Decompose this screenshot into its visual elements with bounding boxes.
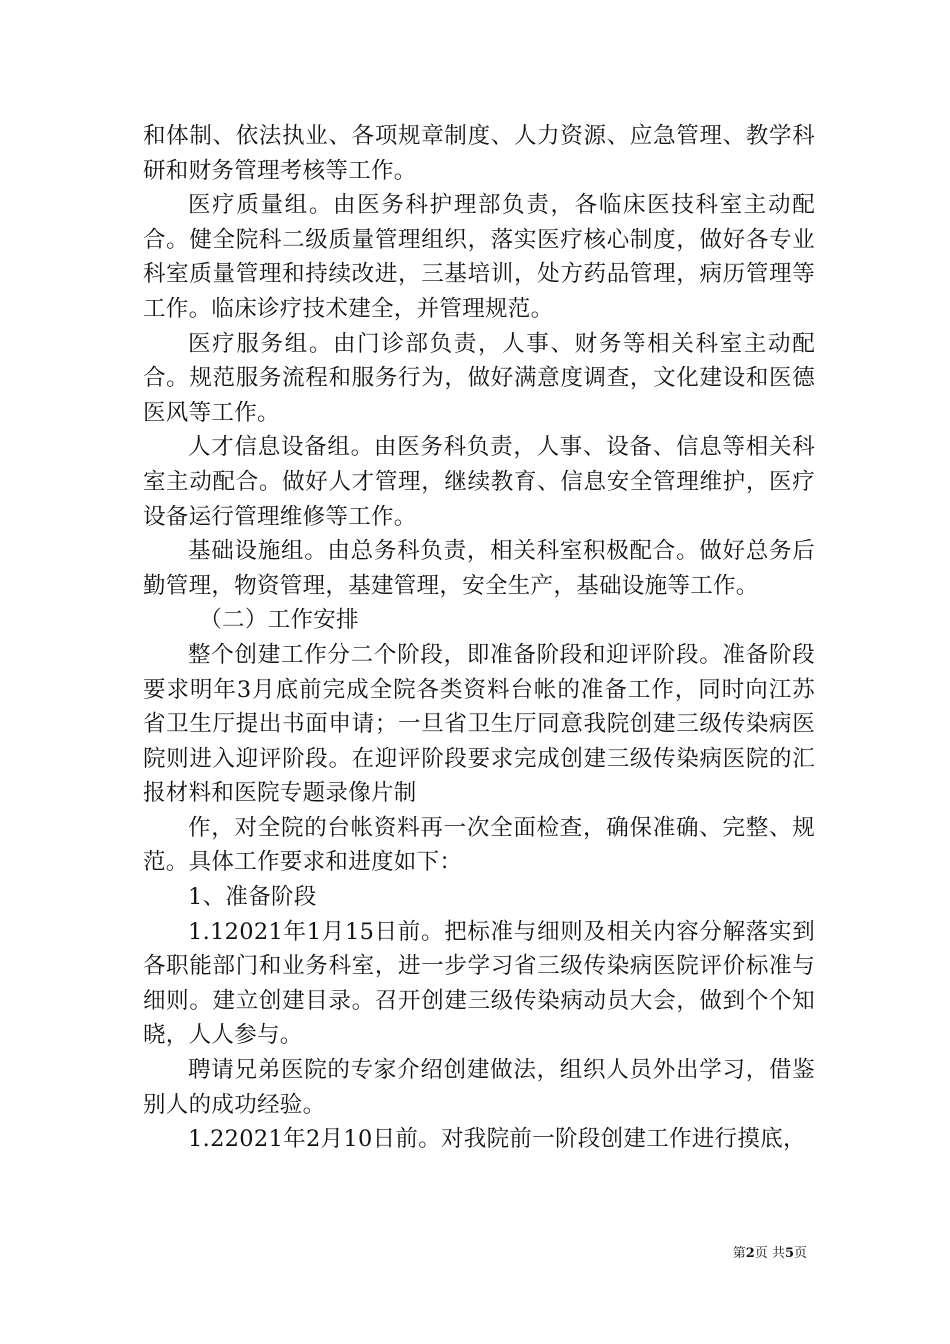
paragraph-invite-experts: 聘请兄弟医院的专家介绍创建做法，组织人员外出学习，借鉴别人的成功经验。 xyxy=(143,1057,815,1118)
footer-current-page: 2 xyxy=(745,1246,755,1261)
paragraph-continuation: 和体制、依法执业、各项规章制度、人力资源、应急管理、教学科研和财务管理考核等工作。 xyxy=(143,123,815,184)
body-text xyxy=(143,119,815,1157)
page-number-footer xyxy=(733,1245,807,1263)
paragraph-talent-info-equipment-group: 人才信息设备组。由医务科负责，人事、设备、信息等相关科室主动配合。做好人才管理，继续教育、信息安全管理维护，医疗设备运行管理维修等工作。 xyxy=(143,434,815,530)
paragraph-medical-service-group: 医疗服务组。由门诊部负责，人事、财务等相关科室主动配合。规范服务流程和服务行为，做好满意度调查，文化建设和医德医风等工作。 xyxy=(143,330,815,426)
section-heading-work-arrangement: （二）工作安排 xyxy=(199,607,359,634)
footer-middle: 页 共 xyxy=(754,1246,785,1261)
paragraph-infrastructure-group: 基础设施组。由总务科负责，相关科室积极配合。做好总务后勤管理，物资管理，基建管理，安全生产，基础设施等工作。 xyxy=(143,538,815,599)
footer-prefix: 第 xyxy=(732,1246,746,1261)
subheading-preparation-stage: 1、准备阶段 xyxy=(188,884,317,911)
footer-suffix: 页 xyxy=(793,1246,807,1261)
paragraph-medical-quality-group: 医疗质量组。由医务科护理部负责，各临床医技科室主动配合。健全院科二级质量管理组织，落实医疗核心制度，做好各专业科室质量管理和持续改进，三基培训，处方药品管理，病历管理等工作。临床诊疗技术建全，并管理规范。 xyxy=(143,192,815,322)
footer-total-pages: 5 xyxy=(784,1246,794,1261)
paragraph-comprehensive-check: 作，对全院的台帐资料再一次全面检查，确保准确、完整、规范。具体工作要求和进度如下： xyxy=(143,814,815,876)
paragraph-step-1-1: 1.12021年1月15日前。把标准与细则及相关内容分解落实到各职能部门和业务科室，进一步学习省三级传染病医院评价标准与细则。建立创建目录。召开创建三级传染病动员大会，做到个个知晓，人人参与。 xyxy=(143,918,815,1049)
paragraph-two-stages: 整个创建工作分二个阶段，即准备阶段和迎评阶段。准备阶段要求明年3月底前完成全院各类资料台帐的准备工作，同时向江苏省卫生厅提出书面申请；一旦省卫生厅同意我院创建三级传染病医院则进入迎评阶段。在迎评阶段要求完成创建三级传染病医院的汇报材料和医院专题录像片制 xyxy=(143,641,815,807)
paragraph-step-1-2: 1.22021年2月10日前。对我院前一阶段创建工作进行摸底， xyxy=(188,1126,806,1153)
